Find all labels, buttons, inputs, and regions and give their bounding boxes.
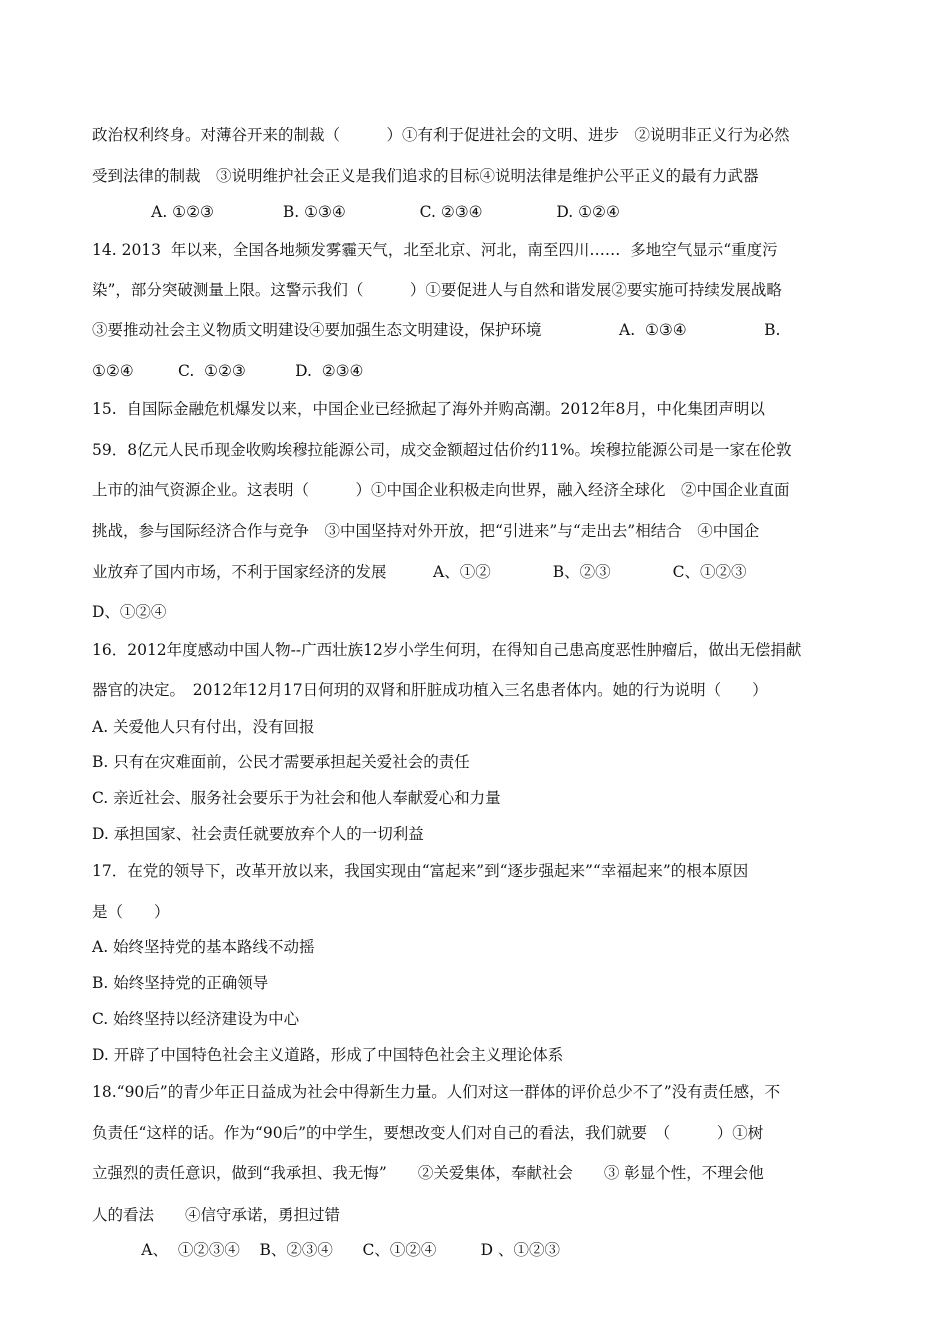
option-d: D. 承担国家、社会责任就要放弃个人的一切利益 bbox=[92, 825, 424, 843]
option-c: C. 始终坚持以经济建设为中心 bbox=[92, 1010, 300, 1028]
text-line: 是（ ） bbox=[92, 903, 170, 921]
text-line: 业放弃了国内市场，不利于国家经济的发展 A、①② B、②③ C、①②③ bbox=[92, 563, 747, 581]
text-line: 器官的决定。 2012年12月17日何玥的双肾和肝脏成功植入三名患者体内。她的行为说明（ ） bbox=[92, 681, 768, 699]
text-line: 59．8亿元人民币现金收购埃穆拉能源公司，成交金额超过估价约11%。埃穆拉能源公司是一家在伦敦 bbox=[92, 441, 792, 459]
option-b: B. 始终坚持党的正确领导 bbox=[92, 974, 269, 992]
text-line: 负责任“这样的话。作为“90后”的中学生，要想改变人们对自己的看法，我们就要 （ ）①树 bbox=[92, 1124, 764, 1142]
text-line: 政治权利终身。对薄谷开来的制裁（ ）①有利于促进社会的文明、进步 ②说明非正义行为必然 bbox=[92, 126, 790, 144]
option-b: B. 只有在灾难面前，公民才需要承担起关爱社会的责任 bbox=[92, 753, 470, 771]
text-line: 染”，部分突破测量上限。这警示我们（ ）①要促进人与自然和谐发展②要实施可持续发展战略 bbox=[92, 281, 782, 299]
text-line: 立强烈的责任意识，做到“我承担、我无悔” ②关爱集体，奉献社会 ③ 彰显个性，不理会他 bbox=[92, 1164, 764, 1182]
text-line: 受到法律的制裁 ③说明维护社会正义是我们追求的目标④说明法律是维护公平正义的最有力武器 bbox=[92, 167, 759, 185]
question-18: 18.“90后”的青少年正日益成为社会中得新生力量。人们对这一群体的评价总少不了”没有责任感，不 bbox=[92, 1083, 781, 1101]
question-16: 16．2012年度感动中国人物--广西壮族12岁小学生何玥，在得知自己患高度恶性肿瘤后，做出无偿捐献 bbox=[92, 641, 802, 659]
question-17: 17．在党的领导下，改革开放以来，我国实现由“富起来”到“逐步强起来”“幸福起来”的根本原因 bbox=[92, 862, 749, 880]
option-a: A. 始终坚持党的基本路线不动摇 bbox=[92, 938, 315, 956]
option-line: D、①②④ bbox=[92, 603, 167, 621]
text-line: 挑战，参与国际经济合作与竞争 ③中国坚持对外开放，把“引进来”与“走出去”相结合 ④中国企 bbox=[92, 522, 760, 540]
question-14: 14. 2013 年以来，全国各地频发雾霾天气，北至北京、河北，南至四川…… 多地空气显示“重度污 bbox=[92, 241, 778, 259]
text-line: 上市的油气资源企业。这表明（ ）①中国企业积极走向世界，融入经济全球化 ②中国企业直面 bbox=[92, 481, 790, 499]
option-line: ①②④ C. ①②③ D. ②③④ bbox=[92, 362, 364, 380]
option-d: D. 开辟了中国特色社会主义道路，形成了中国特色社会主义理论体系 bbox=[92, 1046, 564, 1064]
option-a: A. 关爱他人只有付出，没有回报 bbox=[92, 718, 315, 736]
text-line: ③要推动社会主义物质文明建设④要加强生态文明建设，保护环境 A. ①③④ B. bbox=[92, 321, 781, 339]
option-line: A. ①②③ B. ①③④ C. ②③④ D. ①②④ bbox=[92, 203, 620, 221]
option-line: A、 ①②③④ B、②③④ C、①②④ D 、①②③ bbox=[92, 1241, 561, 1259]
question-15: 15. 自国际金融危机爆发以来，中国企业已经掀起了海外并购高潮。2012年8月，中化集团声明以 bbox=[92, 400, 765, 418]
text-line: 人的看法 ④信守承诺，勇担过错 bbox=[92, 1206, 341, 1224]
option-c: C. 亲近社会、服务社会要乐于为社会和他人奉献爱心和力量 bbox=[92, 789, 501, 807]
